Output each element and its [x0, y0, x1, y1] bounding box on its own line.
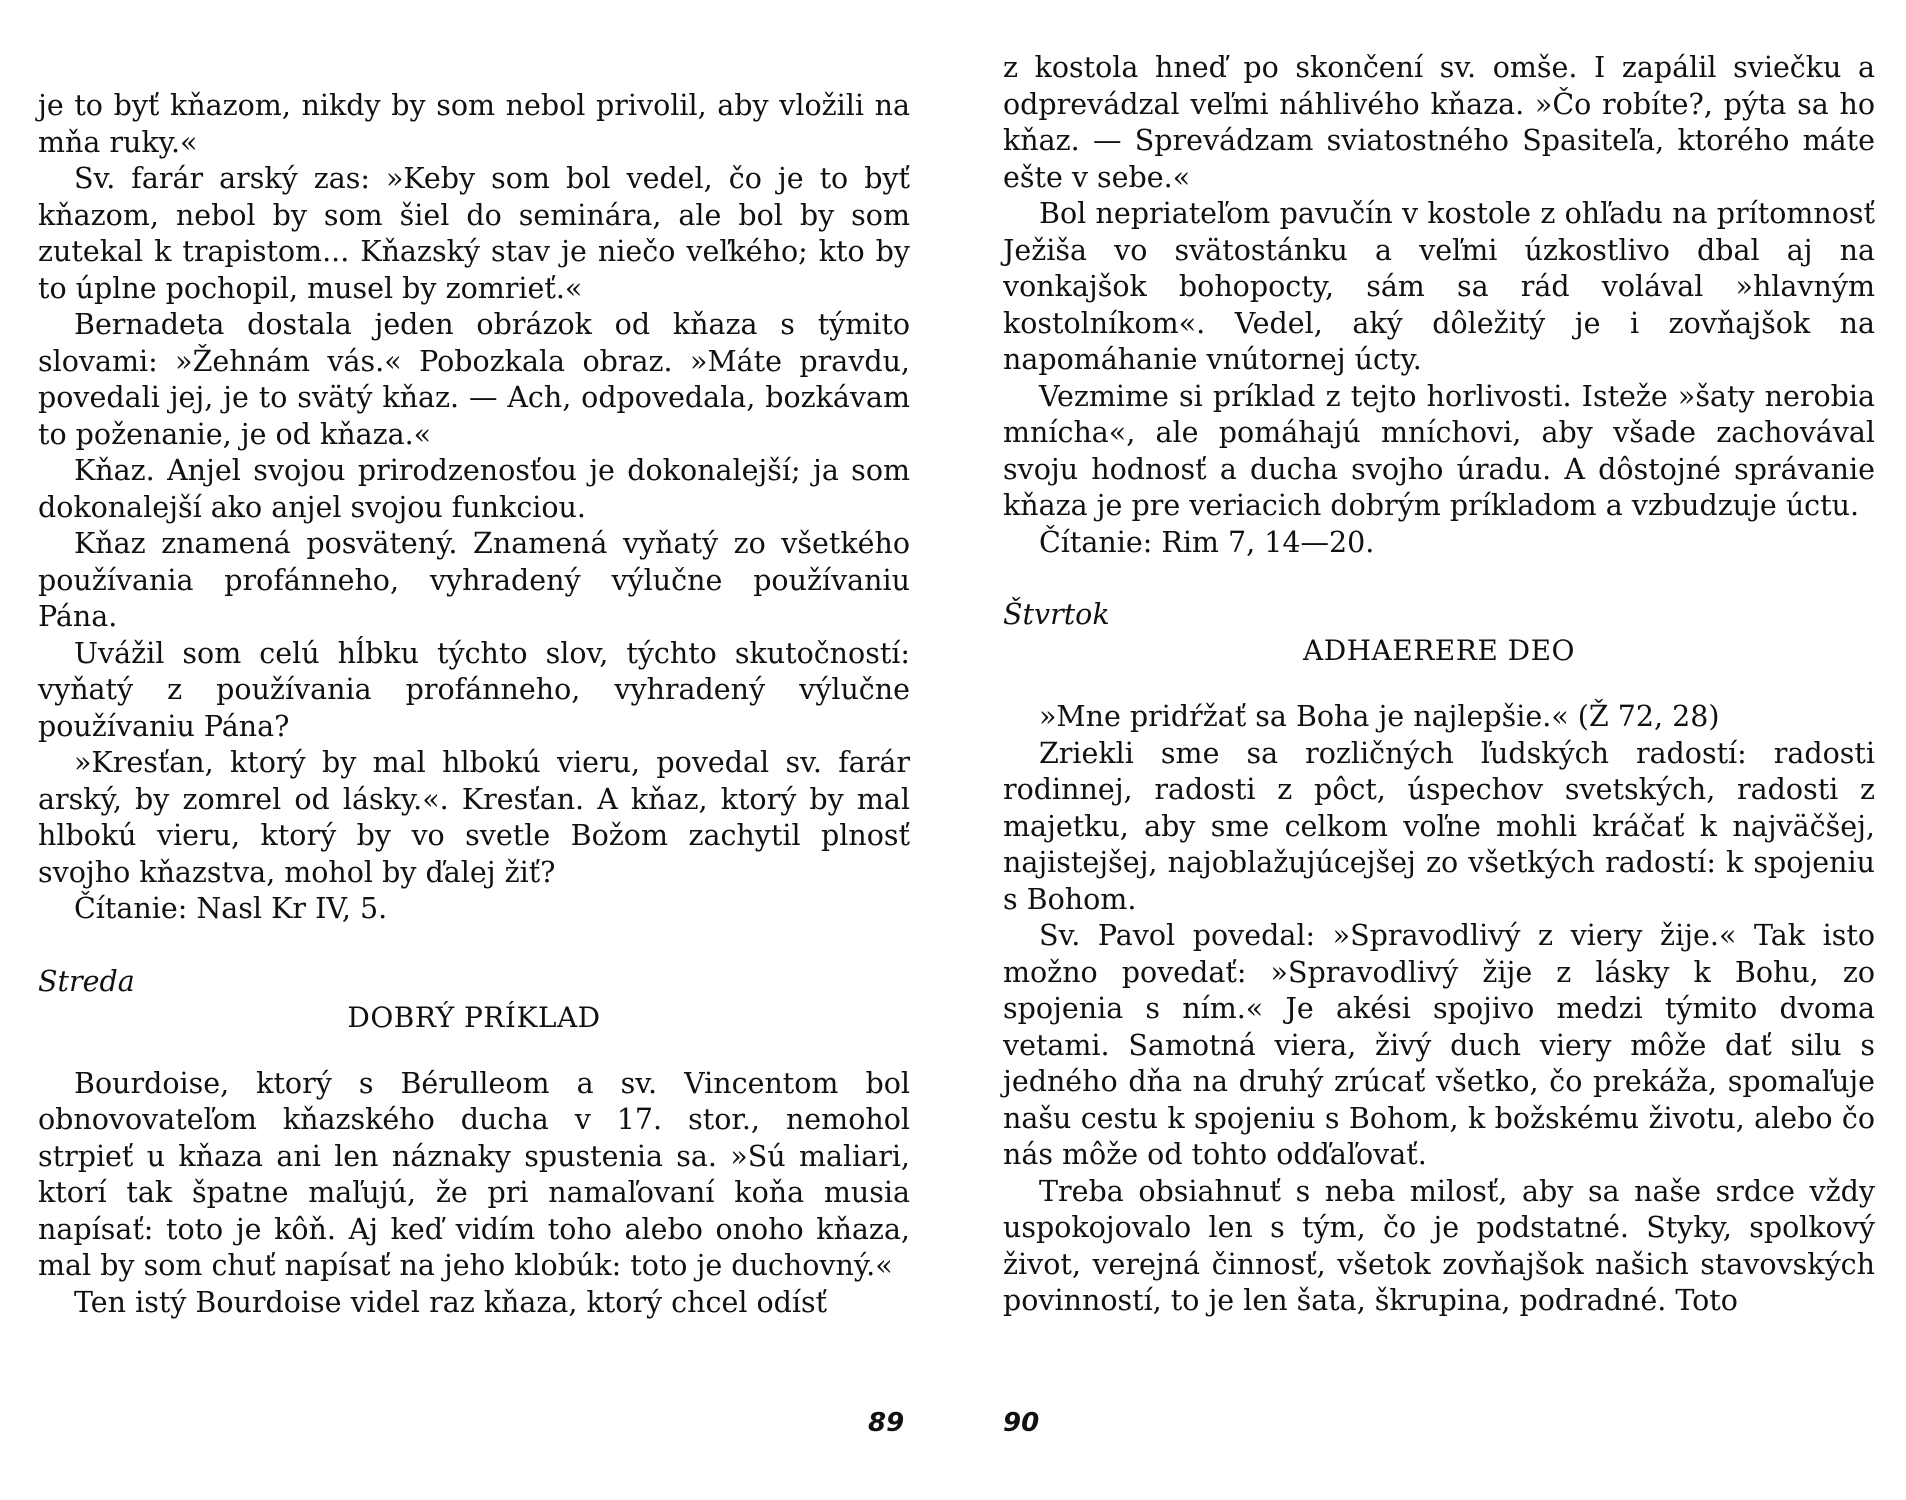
section-title: DOBRÝ PRÍKLAD	[347, 1000, 601, 1034]
right-page	[1003, 0, 1875, 1500]
paragraph: Kňaz. Anjel svojou prirodzenosťou je dokonalejší; ja som dokonalejší ako anjel svojou funkciou.	[38, 454, 910, 524]
paragraph: Vezmime si príklad z tejto horlivosti. Isteže »šaty nerobia mnícha«, ale pomáhajú mníchovi, aby všade zachovával svoju hodnosť a ducha svojho úradu. A dôstojné správanie kňaza je pre veriacich dobrým príkladom a vzbudzuje úctu.	[1003, 379, 1875, 522]
paragraph: Sv. farár arský zas: »Keby som bol vedel, čo je to byť kňazom, nebol by som šiel do seminára, ale bol by som zutekal k trapistom... Kňazský stav je niečo veľkého; kto by to úplne pochopil, musel by zomrieť.«	[38, 162, 910, 305]
left-page-text	[38, 88, 910, 1321]
section-day: Štvrtok	[1003, 598, 1110, 631]
paragraph: Kňaz znamená posvätený. Znamená vyňatý zo všetkého používania profánneho, vyhradený výlučne používaniu Pána.	[38, 527, 910, 633]
paragraph: je to byť kňazom, nikdy by som nebol privolil, aby vložili na mňa ruky.«	[38, 89, 910, 159]
reading-reference: Čítanie: Nasl Kr IV, 5.	[74, 892, 388, 925]
page-number: 89	[868, 1408, 905, 1438]
paragraph: Bol nepriateľom pavučín v kostole z ohľadu na prítomnosť Ježiša vo svätostánku a veľmi úzkostlivo dbal aj na vonkajšok bohopocty, sám sa rád volával »hlavným kostolníkom«. Vedel, aký dôležitý je i zovňajšok na napomáhanie vnútornej úcty.	[1003, 197, 1875, 376]
quote: »Mne pridŕžať sa Boha je najlepšie.« (Ž 72, 28)	[1039, 700, 1720, 733]
paragraph: Uvážil som celú hĺbku týchto slov, týchto skutočností: vyňatý z používania profánneho, vyhradený výlučne používaniu Pána?	[38, 636, 910, 743]
reading-reference: Čítanie: Rim 7, 14—20.	[1039, 525, 1375, 559]
paragraph: Ten istý Bourdoise videl raz kňaza, ktorý chcel odísť	[74, 1285, 828, 1319]
section-title: ADHAERERE DEO	[1302, 634, 1576, 667]
paragraph: z kostola hneď po skončení sv. omše. I zapálil sviečku a odprevádzal veľmi náhlivého kňaza. »Čo robíte?, pýta sa ho kňaz. — Sprevádzam sviatostného Spasiteľa, ktorého máte ešte v sebe.«	[1003, 51, 1875, 194]
page-number: 90	[1003, 1408, 1040, 1438]
right-page-text	[1003, 50, 1875, 1320]
paragraph: Bernadeta dostala jeden obrázok od kňaza s týmito slovami: »Žehnám vás.« Pobozkala obraz. »Máte pravdu, povedali jej, je to svätý kňaz. — Ach, odpovedala, bozkávam to poženanie, je od kňaza.«	[38, 308, 910, 451]
paragraph: »Kresťan, ktorý by mal hlbokú vieru, povedal sv. farár arský, by zomrel od lásky.«. Kresťan. A kňaz, ktorý by mal hlbokú vieru, ktorý by vo svetle Božom zachytil plnosť svojho kňazstva, mohol by ďalej žiť?	[38, 746, 910, 889]
paragraph: Sv. Pavol povedal: »Spravodlivý z viery žije.« Tak isto možno povedať: »Spravodlivý žije z lásky k Bohu, zo spojenia s ním.« Je akési spojivo medzi týmito dvoma vetami. Samotná viera, živý duch viery môže dať silu s jedného dňa na druhý zrúcať všetko, čo prekáža, spomaľuje našu cestu k spojeniu s Bohom, k božskému životu, alebo čo nás môže od tohto odďaľovať.	[1003, 919, 1875, 1171]
paragraph: Zriekli sme sa rozličných ľudských radostí: radosti rodinnej, radosti z pôct, úspechov svetských, radosti z majetku, aby sme celkom voľne mohli kráčať k najväčšej, najistejšej, najoblažujúcejšej zo všetkých radostí: k spojeniu s Bohom.	[1003, 736, 1875, 916]
paragraph: Treba obsiahnuť s neba milosť, aby sa naše srdce vždy uspokojovalo len s tým, čo je podstatné. Styky, spolkový život, verejná činnosť, všetok zovňajšok našich stavovských povinností, to je len šata, škrupina, podradné. Toto	[1003, 1174, 1875, 1317]
section-day: Streda	[38, 964, 135, 998]
left-page	[38, 0, 910, 1500]
paragraph: Bourdoise, ktorý s Bérulleom a sv. Vincentom bol obnovovateľom kňazského ducha v 17. stor., nemohol strpieť u kňaza ani len náznaky spustenia sa. »Sú maliari, ktorí tak špatne maľujú, že pri namaľovaní koňa musia napísať: toto je kôň. Aj keď vidím toho alebo onoho kňaza, mal by som chuť napísať na jeho klobúk: toto je duchovný.«	[38, 1066, 910, 1282]
